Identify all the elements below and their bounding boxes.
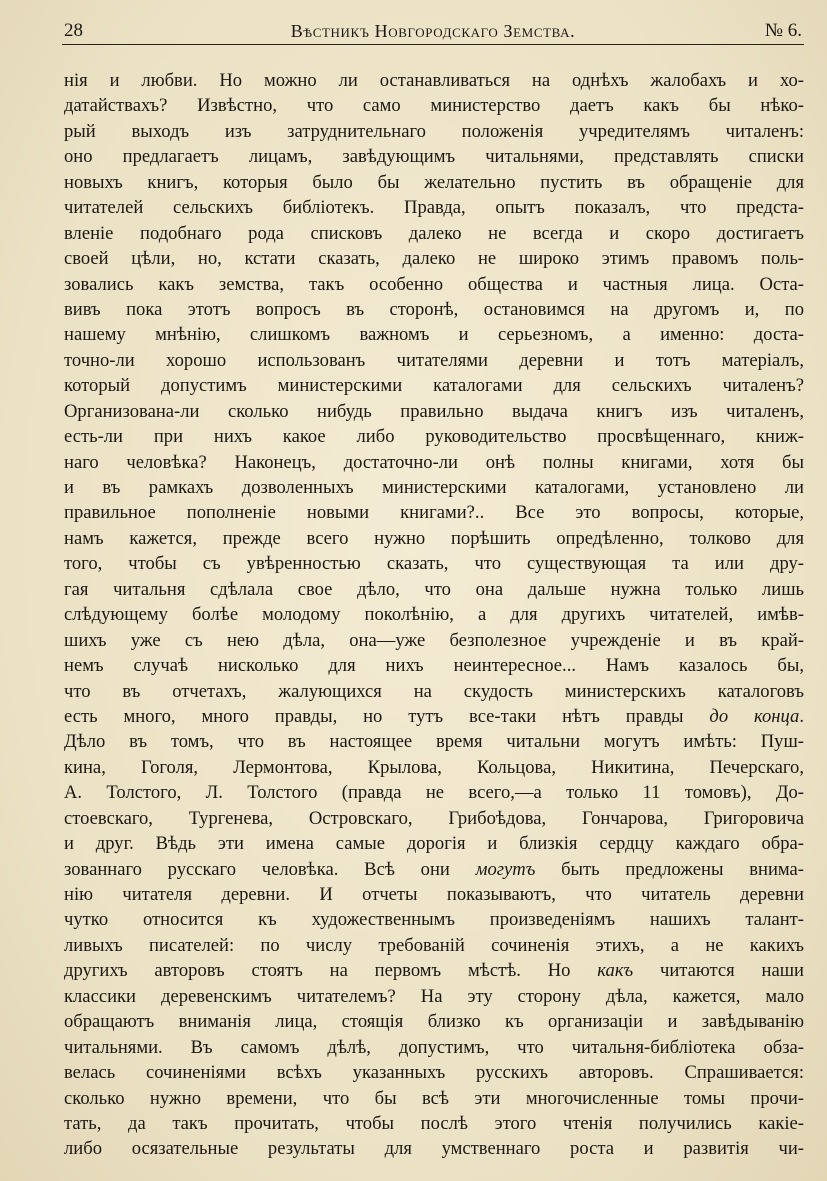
text-line: кина, Гоголя, Лермонтова, Крылова, Кольцова, Никитина, Печерскаго, [64,756,804,778]
text-line: читателей сельскихъ библіотекъ. Правда, опытъ показалъ, что предста- [64,197,804,219]
article-body [64,68,804,1162]
text-line: нашему мнѣнію, слишкомъ важномъ и серьезномъ, а именно: доста- [64,324,804,346]
text-line: есть-ли при нихъ какое либо руководительство просвѣщеннаго, книж- [64,426,804,448]
text-line: гая читальня сдѣлала свое дѣло, что она дальше нужна только лишь [64,578,804,600]
page-header [62,18,804,44]
text-line: точно-ли хорошо использованъ читателями деревни и тотъ матеріалъ, [64,349,804,371]
text-line: немъ случаѣ нисколько для нихъ неинтересное... Намъ казалось бы, [64,655,804,677]
text-line: того, чтобы съ увѣренностью сказать, что существующая та или дру- [64,553,804,575]
text-line: который допустимъ министерскими каталогами для сельскихъ читаленъ? [64,375,804,397]
text-line: вленіе подобнаго рода списковъ далеко не всегда и скоро достигаетъ [64,222,804,244]
text-line: датайствахъ? Извѣстно, что само министерство даетъ какъ бы нѣко- [64,95,804,117]
text-line: оно предлагаетъ лицамъ, завѣдующимъ читальнями, представлять списки [64,146,804,168]
text-line: Дѣло въ томъ, что въ настоящее время читальни могутъ имѣть: Пуш- [64,731,804,753]
text-line: и въ рамкахъ дозволенныхъ министерскими каталогами, установлено ли [64,477,804,498]
page-number: 28 [64,20,83,41]
text-line: тать, да такъ прочитать, чтобы послѣ этого чтенія получились какіе- [64,1112,804,1134]
text-line: читальнями. Въ самомъ дѣлѣ, допустимъ, что читальня-библіотека обза- [64,1036,804,1058]
text-line: слѣдующему болѣе молодому поколѣнію, а для другихъ читателей, имѣв- [64,604,804,626]
text-line: зовались какъ земства, такъ особенно общества и частныя лица. Оста- [64,273,804,295]
text-line: чутко относится къ художественнымъ произведеніямъ нашихъ талант- [64,909,804,931]
italic-emphasis: до конца [709,705,800,727]
text-line: либо осязательные результаты для умственнаго роста и развитія чи- [64,1138,804,1160]
text-line: новыхъ книгъ, которыя было бы желательно пустить въ обращеніе для [64,171,804,193]
text-line: своей цѣли, но, кстати сказать, далеко не широко этимъ правомъ поль- [64,248,804,270]
text-line: рый выходъ изъ затруднительнаго положенія учредителямъ читаленъ: [64,120,804,142]
text-line: сколько нужно времени, что бы всѣ эти многочисленные томы прочи- [64,1087,804,1109]
issue-number: № 6. [764,20,802,41]
text-line: намъ кажется, прежде всего нужно порѣшить опредѣленно, толково для [64,527,804,549]
text-line: Организована-ли сколько нибудь правильно выдача книгъ изъ читаленъ, [64,400,804,422]
text-line: классики деревенскимъ читателемъ? На эту сторону дѣла, кажется, мало [64,985,804,1007]
text-line: зованнаго русскаго человѣка. Всѣ они могутъ быть предложены внима- [64,858,804,880]
text-line: и друг. Вѣдь эти имена самые дорогія и близкія сердцу каждаго обра- [64,833,804,855]
text-line: обращаютъ вниманія лица, стоящія близко къ организаціи и завѣдыванію [64,1011,804,1033]
text-line: другихъ авторовъ стоятъ на первомъ мѣстѣ. Но какъ читаются наши [64,960,804,982]
running-title: Вѣстникъ Новгородскаго Земства. [290,21,576,41]
italic-emphasis: могутъ [475,858,536,880]
text-line: правильное пополненіе новыми книгами?.. Все это вопросы, которые, [64,502,804,524]
text-line: вивъ пока этотъ вопросъ въ сторонѣ, остановимся на другомъ и, по [64,298,804,320]
text-line: стоевскаго, Тургенева, Островскаго, Грибоѣдова, Гончарова, Григоровича [64,807,804,829]
text-line: А. Толстого, Л. Толстого (правда не всего,—а только 11 томовъ), До- [64,782,804,804]
text-line: ливыхъ писателей: по числу требованій сочиненія этихъ, а не какихъ [64,934,804,956]
text-line: нія и любви. Но можно ли останавливаться на однѣхъ жалобахъ и хо- [64,70,804,91]
text-line: что въ отчетахъ, жалующихся на скудость министерскихъ каталоговъ [64,680,804,702]
text-line: велась сочиненіями всѣхъ указанныхъ русскихъ авторовъ. Спрашивается: [64,1062,804,1084]
text-line: нію читателя деревни. И отчеты показываютъ, что читатель деревни [64,884,804,905]
text-line: есть много, много правды, но тутъ все-таки нѣтъ правды до конца. [64,705,804,727]
text-line: наго человѣка? Наконецъ, достаточно-ли онѣ полны книгами, хотя бы [64,451,804,473]
italic-emphasis: какъ [597,960,634,982]
header-rule [62,44,804,45]
text-line: шихъ уже съ нею дѣла, она—уже безполезное учрежденіе и въ край- [64,629,804,651]
